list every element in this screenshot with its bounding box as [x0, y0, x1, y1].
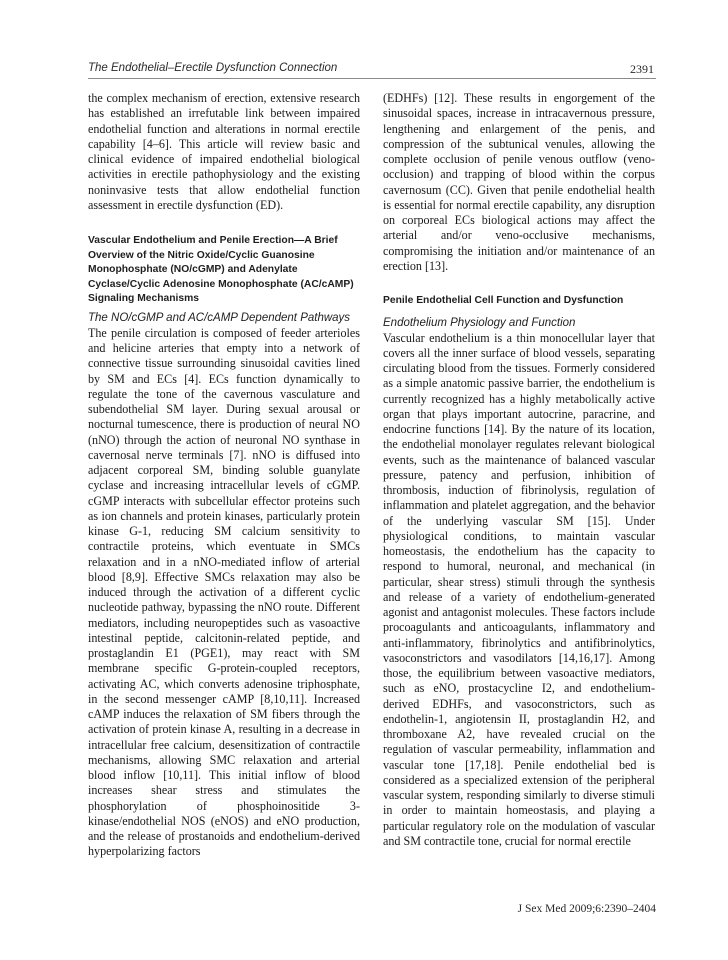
right-column [383, 91, 655, 849]
body-paragraph-vascular-endothelium: Vascular endothelium is a thin monocellular layer that covers all the inner surface of blood vessels, separating circulating blood from the tissues. Formerly considered as a simple anatomic passive barrier, the endothelium is currently recognized has a highly metabolically active organ that plays important autocrine, paracrine, and endocrine functions [14]. By the nature of its location, the endothelial monolayer regulates relevant biological events, such as the maintenance of balanced vascular pressure, patency and perfusion, inhibition of thrombosis, induction of fibrinolysis, regulation of inflammation and platelet aggregation, and the behavior of the underlying vascular SM [15]. Under physiological conditions, to maintain vascular homeostasis, the endothelium has the capacity to respond to humoral, neuronal, and mechanical (in particular, shear stress) stimuli through the synthesis and release of a variety of endothelium-generated agonist and antagonist molecules. These factors include procoagulants and anticoagulants, inflammatory and anti-inflammatory, fibrinolytics and antifibrinolytics, vasoconstrictors and vasodilators [14,16,17]. Among those, the equilibrium between vasoactive mediators, such as eNO, prostacycline I2, and endothelium-derived EDHFs, and vasoconstrictors, such as endothelin-1, angiotensin II, prostaglandin H2, and thromboxane A2, have revealed crucial on the regulation of vascular permeability, inflammation and vascular tone [17,18]. Penile endothelial bed is considered as a specialized extension of the peripheral vascular system, responding similarly to diverse stimuli in order to maintain homeostasis, and playing a particular regulatory role on the modulation of vascular and SM contractile tone, crucial for normal erectile [383, 330, 655, 848]
journal-citation: J Sex Med 2009;6:2390–2404 [517, 903, 656, 915]
subsection-heading-pathways: The NO/cGMP and AC/cAMP Dependent Pathways [88, 311, 351, 324]
running-title: The Endothelial–Erectile Dysfunction Connection [88, 62, 338, 74]
left-column [88, 91, 360, 860]
continuation-paragraph: (EDHFs) [12]. These results in engorgement of the sinusoidal spaces, increase in intracavernous pressure, lengthening and enlargement of the penis, and compression of the subtunical venules, allowing the complete occlusion of penile venous outflow (veno-occlusion) and trapping of blood within the corpus cavernosum (CC). Given that penile endothelial health is essential for normal erectile capability, any disruption on corporeal ECs biological actions may affect the arterial and/or veno-occlusive mechanisms, compromising the initiation and/or maintenance of an erection [13]. [383, 91, 655, 273]
running-header [88, 62, 656, 79]
page-number: 2391 [630, 62, 654, 76]
section-heading-endothelial-cell-function: Penile Endothelial Cell Function and Dysfunction [383, 295, 624, 306]
body-paragraph-penile-circulation: The penile circulation is composed of feeder arterioles and helicine arteries that empty into a network of connective tissue surrounding sinusoidal cavities lined by SM and ECs [4]. ECs function dynamically to regulate the tone of the cavernous vasculature and subendothelial SM layer. During sexual arousal or nocturnal tumescence, there is production of neural NO (nNO) through the action of neuronal NO synthase in cavernosal nerve terminals [7]. nNO is diffused into adjacent corporeal SM, binding soluble guanylate cyclase and increasing intracellular levels of cGMP. cGMP interacts with subcellular effector proteins such as ion channels and protein kinases, particularly protein kinase G-1, reducing SM calcium sensitivity to contractile proteins, which eventuate in SMCs relaxation and in a nNO-mediated inflow of arterial blood [8,9]. Effective SMCs relaxation may also be induced through the activation of a different cyclic nucleotide pathway, bypassing the nNO route. Different mediators, including neuropeptides such as vasoactive intestinal peptide, calcitonin-related peptide, and prostaglandin E1 (PGE1), may react with SM membrane specific G-protein-coupled receptors, activating AC, which converts adenosine triphosphate, in the second messenger cAMP [8,10,11]. Increased cAMP induces the relaxation of SM fibers through the activation of protein kinase A, resulting in a decrease in intracellular free calcium, desensitization of contractile mechanisms, allowing SMC relaxation and arterial blood inflow [10,11]. This initial inflow of blood increases shear stress and stimulates the phosphorylation of phosphoinositide 3-kinase/endothelial NOS (eNOS) and eNO production, and the release of prostanoids and endothelium-derived hyperpolarizing factors [88, 325, 360, 859]
intro-paragraph: the complex mechanism of erection, extensive research has established an irrefutable link between impaired endothelial function and alterations in normal erectile capability [4–6]. This article will review basic and clinical evidence of impaired endothelial biological activities in erectile pathophysiology and the existing noninvasive tests that allow endothelial function assessment in erectile dysfunction (ED). [88, 91, 360, 212]
section-heading-vascular-endothelium: Vascular Endothelium and Penile Erection—A Brief Overview of the Nitric Oxide/Cyclic Guanosine Monophosphate (NO/cGMP) and Adenylate Cyclase/Cyclic Adenosine Monophosphate (AC/cAMP) Signaling Mechanisms [88, 235, 354, 305]
subsection-heading-endothelium-physiology: Endothelium Physiology and Function [383, 316, 576, 329]
